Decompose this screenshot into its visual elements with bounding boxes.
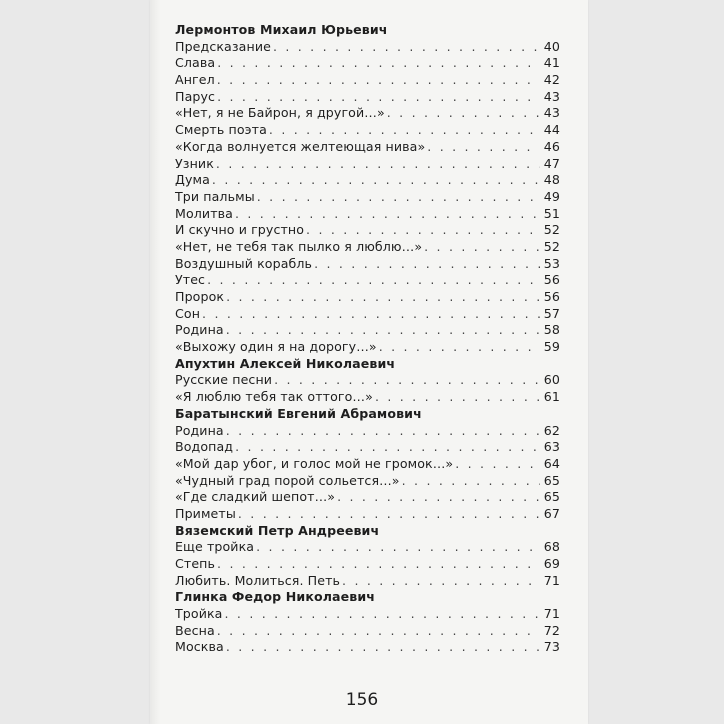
toc-entry	[175, 489, 560, 506]
toc-entry-page: 69	[543, 556, 560, 571]
toc-entry-title: «Где сладкий шепот…»	[175, 489, 336, 505]
toc-entry-page: 41	[543, 55, 560, 71]
toc-entry-page: 64	[543, 455, 560, 471]
dot-leader	[427, 139, 540, 156]
author-heading: Глинка Федор Николаевич	[175, 589, 376, 605]
toc-entry-page: 43	[543, 105, 560, 121]
dot-leader	[226, 423, 540, 440]
dot-leader	[402, 473, 540, 490]
dot-leader	[375, 389, 540, 406]
toc-entry	[175, 606, 560, 623]
toc-entry-page: 57	[543, 305, 560, 321]
toc-entry-page: 40	[543, 38, 560, 54]
toc-entry-page: 56	[543, 272, 560, 288]
toc-entry-title: «Выхожу один я на дорогу…»	[175, 339, 377, 355]
dot-leader	[202, 306, 540, 323]
toc-entry-page: 49	[543, 188, 560, 204]
toc-entry	[175, 289, 560, 306]
dot-leader	[212, 172, 540, 189]
toc-entry-page: 42	[543, 72, 560, 88]
dot-leader	[226, 289, 540, 306]
toc-entry-page: 51	[543, 205, 560, 221]
toc-entry	[175, 573, 560, 590]
toc-entry-title: Ангел	[175, 72, 215, 88]
author-heading: Баратынский Евгений Абрамович	[175, 405, 422, 421]
table-of-contents	[175, 22, 560, 656]
toc-entry-page: 63	[543, 439, 560, 455]
dot-leader	[269, 122, 540, 139]
toc-entry	[175, 423, 560, 440]
dot-leader	[226, 639, 540, 656]
dot-leader	[235, 439, 540, 456]
dot-leader	[238, 506, 540, 523]
toc-entry	[175, 389, 560, 406]
toc-entry	[175, 39, 560, 56]
toc-entry	[175, 306, 560, 323]
toc-entry-title: «Чудный град порой сольется…»	[175, 472, 400, 488]
toc-entry-page: 60	[543, 372, 560, 388]
toc-entry	[175, 623, 560, 640]
toc-entry-title: Слава	[175, 55, 216, 71]
toc-entry	[175, 256, 560, 273]
toc-entry	[175, 222, 560, 239]
toc-entry	[175, 473, 560, 490]
dot-leader	[226, 322, 540, 339]
toc-entry-page: 53	[543, 255, 560, 271]
dot-leader	[273, 39, 540, 56]
toc-entry-title: «Когда волнуется желтеющая нива»	[175, 138, 426, 154]
dot-leader	[387, 105, 540, 122]
dot-leader	[235, 206, 540, 223]
toc-entry-page: 59	[543, 339, 560, 355]
toc-entry	[175, 339, 560, 356]
page-fold-shadow	[150, 0, 160, 724]
toc-entry-title: Смерть поэта	[175, 122, 267, 138]
toc-entry-title: «Нет, я не Байрон, я другой…»	[175, 105, 385, 121]
toc-entry-page: 72	[543, 622, 560, 638]
dot-leader	[337, 489, 540, 506]
toc-entry-title: Пророк	[175, 289, 225, 304]
dot-leader	[217, 556, 540, 573]
toc-entry	[175, 372, 560, 389]
toc-entry-page: 52	[543, 222, 560, 238]
toc-entry-title: Дума	[175, 172, 210, 188]
toc-entry	[175, 172, 560, 189]
toc-entry	[175, 105, 560, 122]
toc-entry	[175, 72, 560, 89]
toc-entry-page: 71	[543, 572, 560, 588]
toc-entry-page: 46	[543, 138, 560, 154]
dot-leader	[207, 272, 540, 289]
dot-leader	[225, 606, 540, 623]
toc-entry	[175, 506, 560, 523]
dot-leader	[217, 55, 540, 72]
dot-leader	[217, 72, 540, 89]
toc-entry-title: Степь	[175, 556, 216, 571]
toc-entry	[175, 139, 560, 156]
dot-leader	[455, 456, 540, 473]
toc-entry-page: 44	[543, 122, 560, 138]
toc-entry-title: «Мой дар убог, и голос мой не громок…»	[175, 455, 454, 471]
toc-entry	[175, 322, 560, 339]
toc-entry	[175, 556, 560, 573]
toc-entry-page: 62	[543, 422, 560, 438]
page-number: 156	[345, 690, 379, 710]
toc-entry-page: 65	[543, 472, 560, 488]
toc-entry-page: 58	[543, 322, 560, 338]
toc-entry-page: 48	[543, 172, 560, 188]
author-heading: Апухтин Алексей Николаевич	[175, 355, 396, 371]
dot-leader	[217, 89, 540, 106]
toc-entry	[175, 206, 560, 223]
toc-entry	[175, 639, 560, 656]
toc-entry-title: Еще тройка	[175, 539, 255, 555]
toc-entry	[175, 156, 560, 173]
toc-entry-title: «Нет, не тебя так пылко я люблю…»	[175, 238, 423, 254]
toc-entry-page: 67	[543, 505, 560, 521]
toc-entry-page: 65	[543, 489, 560, 505]
toc-entry-title: Русские песни	[175, 372, 273, 388]
toc-entry-title: Весна	[175, 622, 215, 638]
toc-entry-title: Родина	[175, 422, 224, 438]
toc-entry-title: Москва	[175, 639, 224, 655]
toc-entry	[175, 55, 560, 72]
toc-entry-title: Молитва	[175, 205, 233, 221]
dot-leader	[379, 339, 540, 356]
toc-entry-title: Парус	[175, 88, 216, 104]
author-heading: Вяземский Петр Андреевич	[175, 522, 380, 538]
toc-entry-title: Любить. Молиться. Петь	[175, 572, 341, 588]
toc-entry	[175, 272, 560, 289]
dot-leader	[257, 189, 540, 206]
dot-leader	[306, 222, 540, 239]
toc-entry-title: И скучно и грустно	[175, 222, 305, 238]
dot-leader	[274, 372, 540, 389]
dot-leader	[424, 239, 540, 256]
dot-leader	[256, 539, 540, 556]
dot-leader	[217, 623, 540, 640]
toc-entry-page: 56	[543, 289, 560, 304]
toc-entry-page: 52	[543, 238, 560, 254]
toc-entry-page: 61	[543, 389, 560, 405]
toc-entry-title: Воздушный корабль	[175, 255, 313, 271]
toc-entry-page: 68	[543, 539, 560, 555]
dot-leader	[216, 156, 540, 173]
toc-entry-title: Родина	[175, 322, 224, 338]
toc-entry-title: Три пальмы	[175, 188, 255, 204]
toc-entry	[175, 539, 560, 556]
toc-entry	[175, 122, 560, 139]
toc-entry	[175, 456, 560, 473]
toc-entry-title: Приметы	[175, 505, 236, 521]
toc-entry	[175, 89, 560, 106]
dot-leader	[342, 573, 540, 590]
toc-entry-page: 43	[543, 88, 560, 104]
toc-entry-title: Утес	[175, 272, 206, 288]
author-heading: Лермонтов Михаил Юрьевич	[175, 22, 388, 37]
toc-entry-page: 73	[543, 639, 560, 655]
toc-entry	[175, 439, 560, 456]
toc-entry-page: 47	[543, 155, 560, 171]
toc-entry-page: 71	[543, 606, 560, 622]
toc-entry-title: Водопад	[175, 439, 234, 455]
toc-entry-title: «Я люблю тебя так оттого…»	[175, 389, 373, 405]
toc-entry-title: Предсказание	[175, 38, 271, 54]
toc-entry-title: Тройка	[175, 606, 223, 622]
dot-leader	[314, 256, 540, 273]
toc-entry-title: Сон	[175, 305, 201, 321]
toc-entry	[175, 239, 560, 256]
toc-entry-title: Узник	[175, 155, 214, 171]
toc-entry	[175, 189, 560, 206]
